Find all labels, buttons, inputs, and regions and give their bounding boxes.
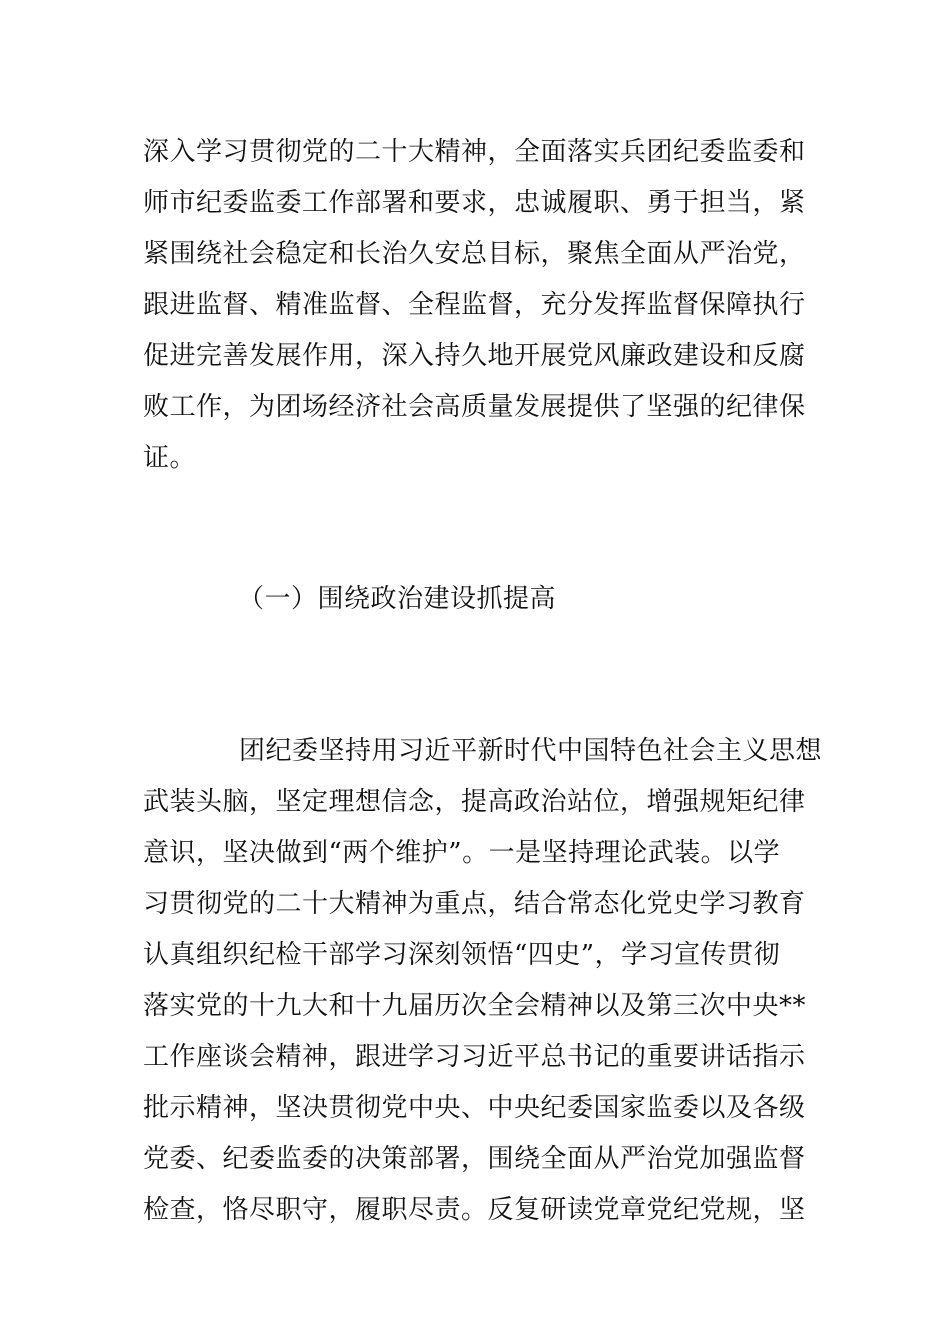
paragraph-line: 检查，恪尽职守，履职尽责。反复研读党章党纪党规，坚 — [143, 1195, 806, 1225]
paragraph-line: 师市纪委监委工作部署和要求，忠诚履职、勇于担当，紧 — [143, 188, 806, 218]
paragraph-line: 武装头脑，坚定理想信念，提高政治站位，增强规矩纪律 — [143, 787, 806, 817]
paragraph-line: 证。 — [143, 443, 197, 473]
paragraph-intro — [143, 127, 808, 484]
paragraph-line: 深入学习贯彻党的二十大精神，全面落实兵团纪委监委和 — [143, 137, 806, 167]
paragraph-line: 紧围绕社会稳定和长治久安总目标，聚焦全面从严治党， — [143, 239, 806, 269]
paragraph-line: 跟进监督、精准监督、全程监督，充分发挥监督保障执行 — [143, 290, 806, 320]
paragraph-line: 批示精神，坚决贯彻党中央、中央纪委国家监委以及各级 — [143, 1093, 806, 1123]
paragraph-line: 落实党的十九大和十九届历次全会精神以及第三次中央** — [143, 991, 807, 1021]
paragraph-line: 工作座谈会精神，跟进学习习近平总书记的重要讲话指示 — [143, 1042, 806, 1072]
paragraph-line: 党委、纪委监委的决策部署，围绕全面从严治党加强监督 — [143, 1144, 806, 1174]
paragraph-line: 促进完善发展作用，深入持久地开展党风廉政建设和反腐 — [143, 341, 806, 371]
paragraph-political-construction — [143, 726, 823, 1236]
paragraph-line: 认真组织纪检干部学习深刻领悟“四史”，学习宣传贯彻 — [143, 940, 781, 970]
section-heading: （一）围绕政治建设抓提高 — [238, 584, 557, 614]
paragraph-line: 败工作，为团场经济社会高质量发展提供了坚强的纪律保 — [143, 392, 806, 422]
paragraph-line: 团纪委坚持用习近平新时代中国特色社会主义思想 — [239, 736, 823, 766]
paragraph-line: 习贯彻党的二十大精神为重点，结合常态化党史学习教育 — [143, 889, 806, 919]
paragraph-line: 意识，坚决做到“两个维护”。一是坚持理论武装。以学 — [143, 838, 781, 868]
